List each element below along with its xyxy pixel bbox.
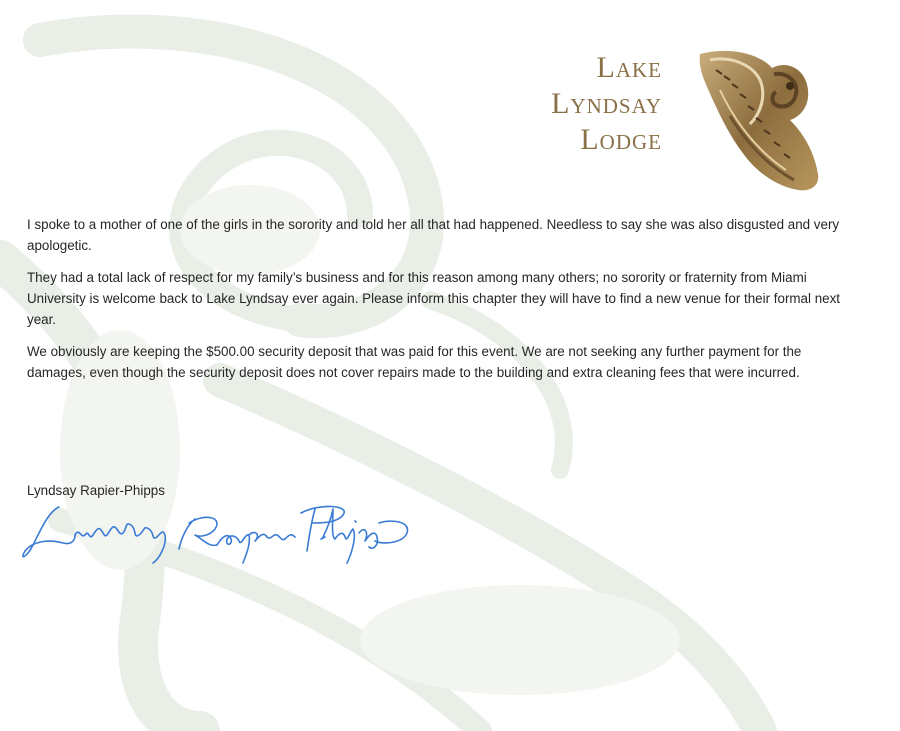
paragraph-3: We obviously are keeping the $500.00 security deposit that was paid for this event. We are not seeking any further payment for the damages, even though the security deposit does not cover repairs made to the building and extra cleaning fees that were incurred. [27, 344, 802, 380]
brand-line-lake: Lake [596, 51, 662, 84]
brand-line-lodge: Lodge [580, 123, 662, 156]
swan-icon [690, 46, 822, 194]
letter-body [27, 214, 857, 394]
letterhead [540, 40, 880, 200]
signer-name: Lyndsay Rapier-Phipps [27, 483, 165, 498]
paragraph-2: They had a total lack of respect for my family’s business and for this reason among many others; no sorority or fraternity from Miami University is welcome back to Lake Lyndsay ever again. Please inform this chapter they will have to find a new venue for their formal next year. [27, 270, 841, 327]
signature-block [27, 481, 165, 501]
brand-name [551, 50, 662, 158]
paragraph-1: I spoke to a mother of one of the girls in the sorority and told her all that had happened. Needless to say she was also disgusted and very apologetic. [27, 217, 840, 253]
brand-line-lyndsay: Lyndsay [551, 87, 662, 120]
handwritten-signature [19, 489, 419, 569]
